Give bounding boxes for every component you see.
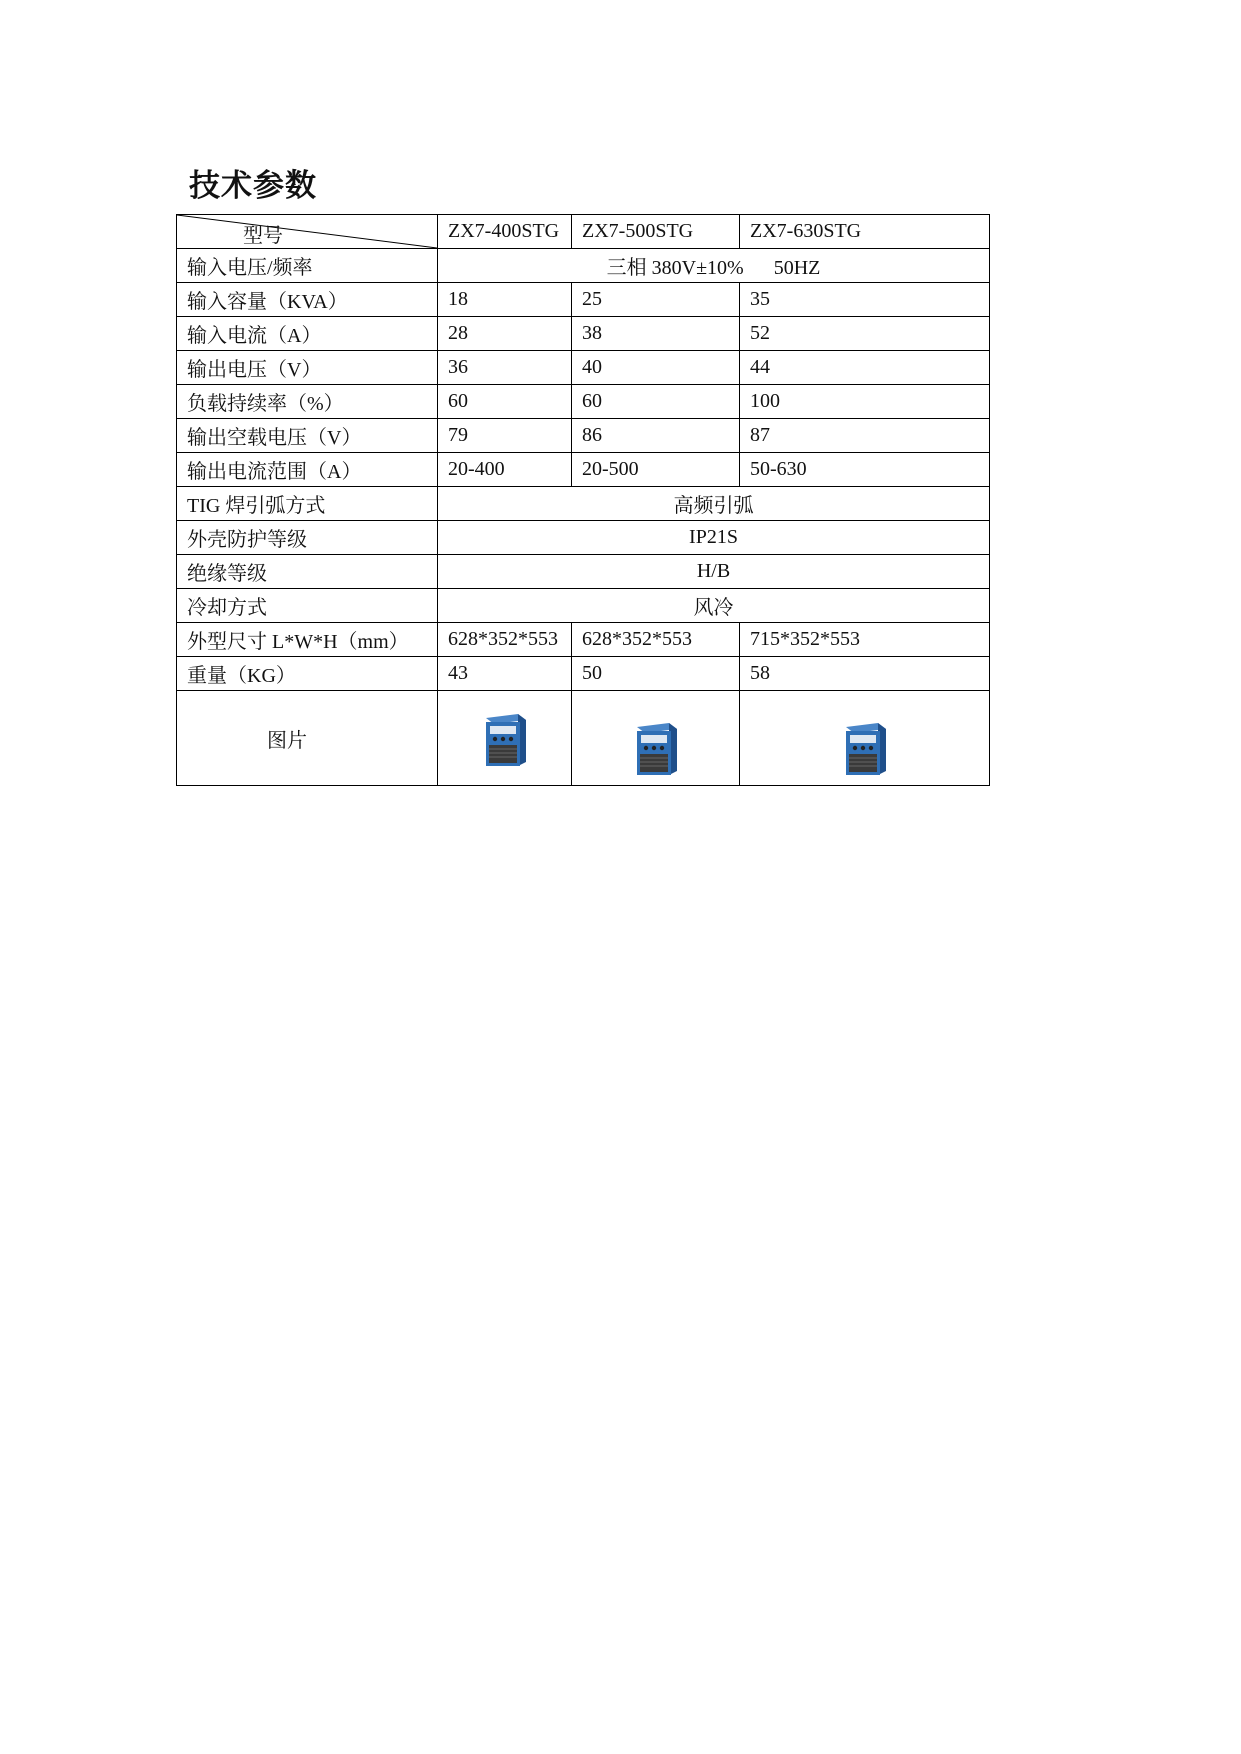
cell-value: 18	[438, 283, 572, 317]
cell-value: 628*352*553	[438, 623, 572, 657]
merged-value: 风冷	[438, 589, 990, 623]
image-row-label: 图片	[267, 729, 307, 752]
cell-value: 50-630	[740, 453, 990, 487]
image-cell	[572, 691, 740, 786]
cell-value: 100	[740, 385, 990, 419]
cell-value: 20-500	[572, 453, 740, 487]
row-arc-start	[177, 487, 990, 521]
model-header-1: ZX7-400STG	[438, 215, 572, 249]
cell-value: 87	[740, 419, 990, 453]
cell-value: 50	[572, 657, 740, 691]
cell-value: 44	[740, 351, 990, 385]
cell-value: 35	[740, 283, 990, 317]
row-label: 绝缘等级	[177, 555, 438, 589]
row-input-capacity	[177, 283, 990, 317]
cell-value: 20-400	[438, 453, 572, 487]
row-protection-class	[177, 521, 990, 555]
cell-value: 52	[740, 317, 990, 351]
cell-value: 79	[438, 419, 572, 453]
diagonal-divider	[177, 215, 437, 248]
cell-value: 25	[572, 283, 740, 317]
row-label: 输出空载电压（V）	[177, 419, 438, 453]
corner-header-cell	[177, 215, 438, 249]
row-insulation-class	[177, 555, 990, 589]
row-label: 外壳防护等级	[177, 521, 438, 555]
row-input-voltage	[177, 249, 990, 283]
row-label	[177, 691, 438, 786]
row-current-range	[177, 453, 990, 487]
cell-value: 43	[438, 657, 572, 691]
row-input-current	[177, 317, 990, 351]
table-header-row	[177, 215, 990, 249]
row-label: 冷却方式	[177, 589, 438, 623]
row-label: 输入电压/频率	[177, 249, 438, 283]
row-label: 输出电流范围（A）	[177, 453, 438, 487]
corner-model-label: 型号	[243, 225, 283, 247]
row-label: TIG 焊引弧方式	[177, 487, 438, 521]
row-label: 外型尺寸 L*W*H（mm）	[177, 623, 438, 657]
row-cooling	[177, 589, 990, 623]
spec-table	[176, 214, 990, 786]
cell-value: 60	[438, 385, 572, 419]
cell-value: 715*352*553	[740, 623, 990, 657]
cell-value: 40	[572, 351, 740, 385]
row-no-load-voltage	[177, 419, 990, 453]
cell-value: 38	[572, 317, 740, 351]
page-title: 技术参数	[189, 168, 317, 203]
cell-value: 60	[572, 385, 740, 419]
cell-value: 28	[438, 317, 572, 351]
merged-value: H/B	[438, 555, 990, 589]
cell-value: 36	[438, 351, 572, 385]
row-label: 负载持续率（%）	[177, 385, 438, 419]
image-cell	[438, 691, 572, 786]
row-duty-cycle	[177, 385, 990, 419]
welder-machine-image	[631, 721, 681, 779]
row-label: 输出电压（V）	[177, 351, 438, 385]
cell-value: 58	[740, 657, 990, 691]
model-header-3: ZX7-630STG	[740, 215, 990, 249]
row-images	[177, 691, 990, 786]
welder-machine-image	[840, 721, 890, 779]
merged-value: IP21S	[438, 521, 990, 555]
row-label: 重量（KG）	[177, 657, 438, 691]
image-cell	[740, 691, 990, 786]
cell-value: 628*352*553	[572, 623, 740, 657]
row-label: 输入电流（A）	[177, 317, 438, 351]
row-output-voltage	[177, 351, 990, 385]
model-header-2: ZX7-500STG	[572, 215, 740, 249]
cell-value: 86	[572, 419, 740, 453]
merged-value: 三相 380V±10% 50HZ	[438, 249, 990, 283]
merged-value: 高频引弧	[438, 487, 990, 521]
welder-machine-image	[480, 712, 530, 770]
row-label: 输入容量（KVA）	[177, 283, 438, 317]
row-dimensions	[177, 623, 990, 657]
row-weight	[177, 657, 990, 691]
